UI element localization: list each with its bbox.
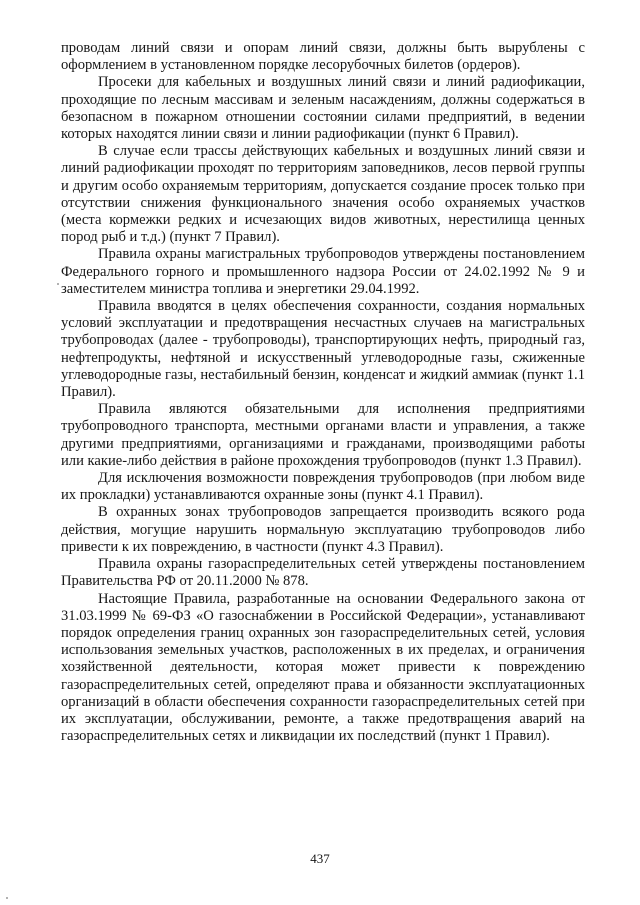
paragraph-9: Правила охраны газораспределительных сетей утверждены постановлением Правительства РФ от 20.11.2000 № 878. bbox=[61, 556, 585, 590]
body-text bbox=[61, 40, 585, 745]
scan-speck bbox=[57, 283, 59, 285]
paragraph-5: Правила вводятся в целях обеспечения сохранности, создания нормальных условий эксплуатации и предотвращения несчастных случаев на магистральных трубопроводах (далее - трубопроводы), транспортирующих нефть, природный газ, нефтепродукты, нефтяной и искусственный углеводородные газы, сжиженные углеводородные газы, нестабильный бензин, конденсат и жидкий аммиак (пункт 1.1 Правил). bbox=[61, 298, 585, 401]
paragraph-10: Настоящие Правила, разработанные на основании Федерального закона от 31.03.1999 № 69-ФЗ «О газоснабжении в Российской Федерации», устанавливают порядок определения границ охранных зон газораспределительных сетей, условия использования земельных участков, расположенных в их пределах, и ограничения хозяйственной деятельности, которая может привести к повреждению газораспределительных сетей, определяют права и обязанности эксплуатационных организаций в области обеспечения сохранности газораспределительных сетей при их эксплуатации, обслуживании, ремонте, а также предотвращения аварий на газораспределительных сетях и ликвидации их последствий (пункт 1 Правил). bbox=[61, 590, 585, 745]
paragraph-2: Просеки для кабельных и воздушных линий связи и линий радиофикации, проходящие по лесным массивам и зеленым насаждениям, должны содержаться в безопасном в пожарном отношении состоянии силами предприятий, в ведении которых находятся линии связи и линии радиофикации (пункт 6 Правил). bbox=[61, 74, 585, 143]
paragraph-7: Для исключения возможности повреждения трубопроводов (при любом виде их прокладки) устанавливаются охранные зоны (пункт 4.1 Правил). bbox=[61, 470, 585, 504]
page-number: 437 bbox=[310, 851, 330, 866]
paragraph-8: В охранных зонах трубопроводов запрещается производить всякого рода действия, могущие нарушить нормальную эксплуатацию трубопроводов либо привести к их повреждению, в частности (пункт 4.3 Правил). bbox=[61, 504, 585, 555]
paragraph-4: Правила охраны магистральных трубопроводов утверждены постановлением Федерального горного и промышленного надзора России от 24.02.1992 № 9 и заместителем министра топлива и энергетики 29.04.1992. bbox=[61, 246, 585, 297]
paragraph-1: проводам линий связи и опорам линий связи, должны быть вырублены с оформлением в установленном порядке лесорубочных билетов (ордеров). bbox=[61, 40, 585, 74]
paragraph-6: Правила являются обязательными для исполнения предприятиями трубопроводного транспорта, местными органами власти и управления, а также другими предприятиями, организациями и гражданами, производящими работы или какие-либо действия в районе прохождения трубопроводов (пункт 1.3 Правил). bbox=[61, 401, 585, 469]
scan-speck bbox=[6, 897, 8, 899]
paragraph-3: В случае если трассы действующих кабельных и воздушных линий связи и линий радиофикации проходят по территориям заповедников, лесов первой группы и другим особо охраняемым территориям, допускается создание просек только при отсутствии снижения функционального значения особо охраняемых участков (места кормежки редких и исчезающих видов животных, нерестилища ценных пород рыб и т.д.) (пункт 7 Правил). bbox=[61, 143, 585, 246]
